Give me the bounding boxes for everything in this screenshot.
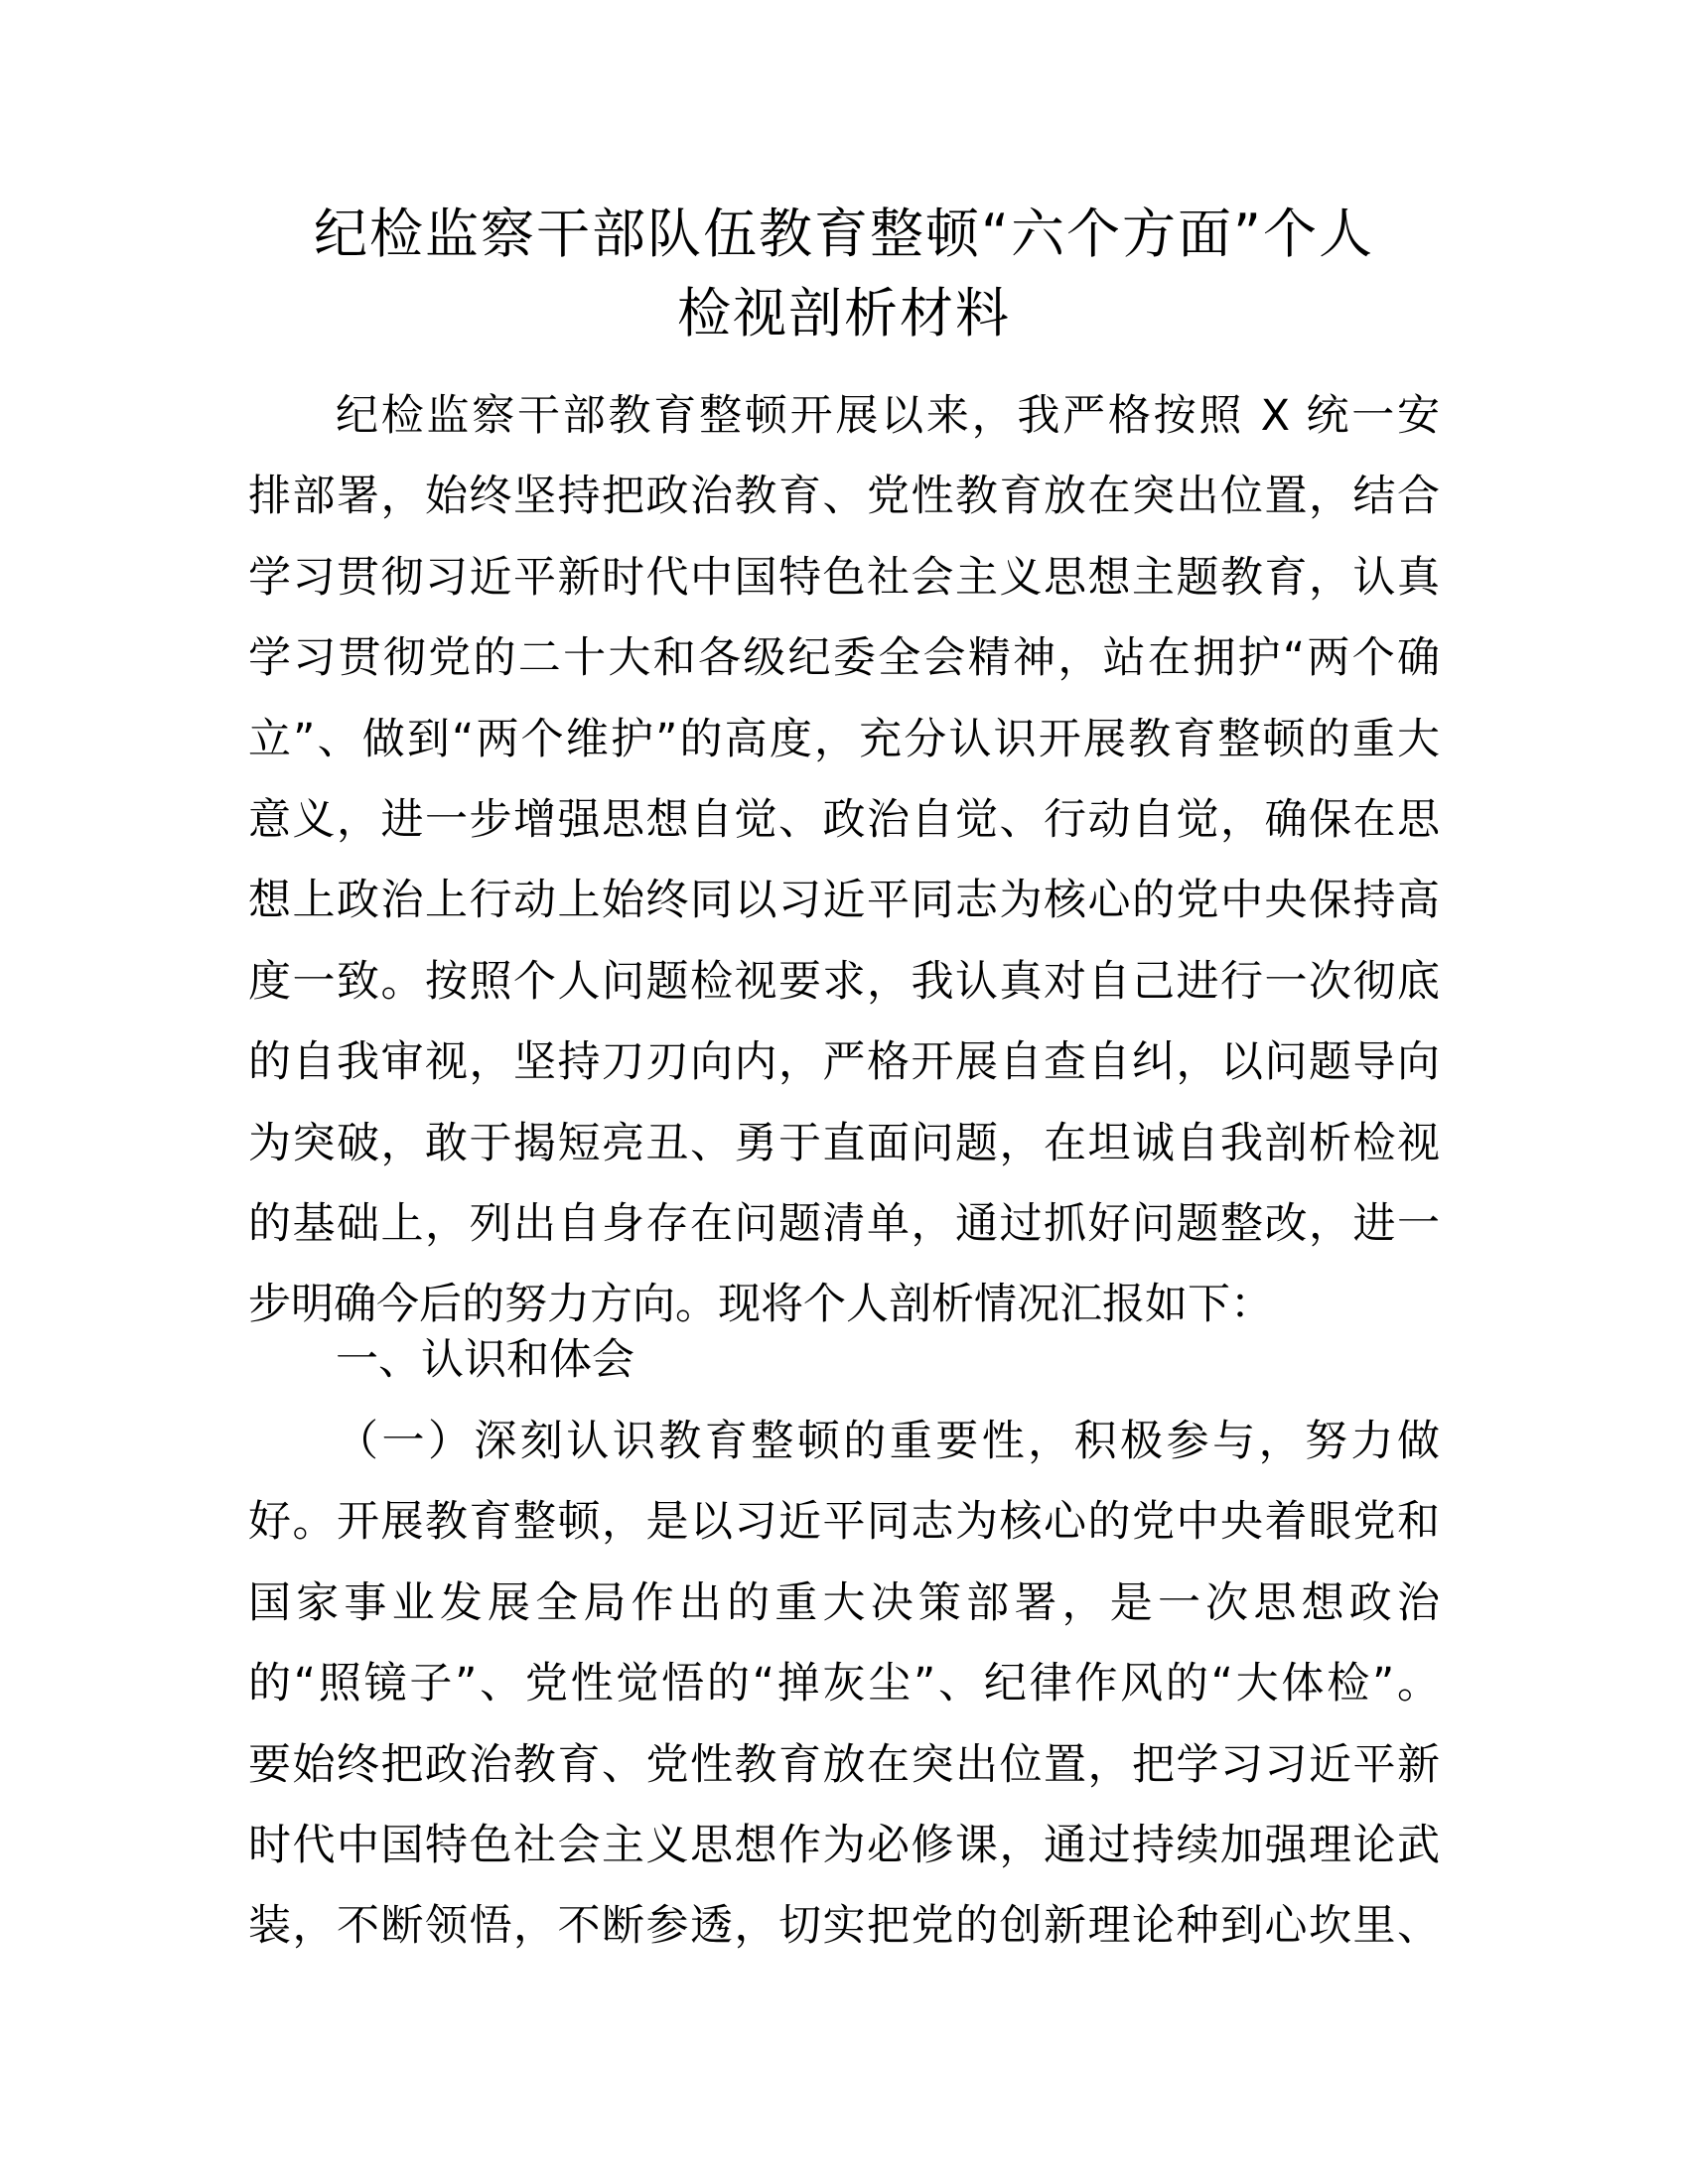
paragraph-line: 学习贯彻习近平新时代中国特色社会主义思想主题教育，认真: [248, 552, 1440, 603]
paragraph-line: 要始终把政治教育、党性教育放在突出位置，把学习习近平新: [248, 1739, 1440, 1790]
paragraph-intro: [248, 376, 1440, 1346]
title-line: 纪检监察干部队伍教育整顿“六个方面”个人: [314, 203, 1374, 265]
paragraph-line: 步明确今后的努力方向。现将个人剖析情况汇报如下：: [248, 1280, 1273, 1330]
title-line: 检视剖析材料: [677, 282, 1011, 344]
paragraph-line: 意义，进一步增强思想自觉、政治自觉、行动自觉，确保在思: [248, 794, 1440, 845]
paragraph-line: 想上政治上行动上始终同以习近平同志为核心的党中央保持高: [248, 876, 1440, 926]
section-heading-text: 一、认识和体会: [336, 1335, 634, 1385]
paragraph-line: 排部署，始终坚持把政治教育、党性教育放在突出位置，结合: [248, 472, 1440, 522]
paragraph-line: 时代中国特色社会主义思想作为必修课，通过持续加强理论武: [248, 1820, 1440, 1870]
paragraph-line: 装，不断领悟，不断参透，切实把党的创新理论种到心坎里、: [248, 1901, 1440, 1952]
section-heading: [248, 1320, 1440, 1401]
document-title: [248, 195, 1440, 353]
paragraph-line: 度一致。按照个人问题检视要求，我认真对自己进行一次彻底: [248, 956, 1440, 1007]
paragraph-line: （一）深刻认识教育整顿的重要性，积极参与，努力做: [336, 1417, 1440, 1466]
paragraph-line: 好。开展教育整顿，是以习近平同志为核心的党中央着眼党和: [248, 1497, 1440, 1548]
paragraph-line: 国家事业发展全局作出的重大决策部署，是一次思想政治: [248, 1577, 1440, 1628]
paragraph-section-1: [248, 1402, 1440, 1968]
paragraph-line: 的自我审视，坚持刀刃向内，严格开展自查自纠，以问题导向: [248, 1037, 1440, 1088]
paragraph-line: 为突破，敢于揭短亮丑、勇于直面问题，在坦诚自我剖析检视: [248, 1118, 1440, 1168]
paragraph-line: 的“照镜子”、党性觉悟的“掸灰尘”、纪律作风的“大体检”。: [248, 1659, 1440, 1709]
paragraph-line: 的基础上，列出自身存在问题清单，通过抓好问题整改，进一: [248, 1198, 1440, 1249]
paragraph-line: 学习贯彻党的二十大和各级纪委全会精神，站在拥护“两个确: [248, 633, 1440, 684]
paragraph-line: 立”、做到“两个维护”的高度，充分认识开展教育整顿的重大: [248, 714, 1440, 764]
paragraph-line: 纪检监察干部教育整顿开展以来，我严格按照 X 统一安: [336, 391, 1440, 441]
